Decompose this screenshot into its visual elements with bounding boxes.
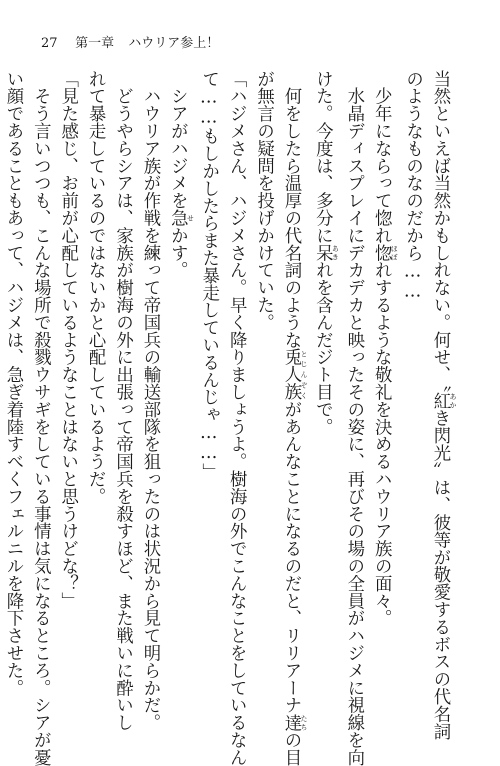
ruby-reading: せ (186, 209, 195, 227)
text-segment: かす。 (167, 226, 188, 279)
text-segment: れを含んだジト目で。 (312, 261, 333, 436)
text-segment: 何をしたら温厚の代名詞のような (280, 70, 301, 349)
text-segment: 水晶ディスプレイにデカデカと映ったその姿に、再びその場の全員がハジメに視線を向 (343, 70, 364, 766)
text-segment: い顔であることもあって、ハジメは、急ぎ着陸すべくフェルニルを降下させた。 (2, 70, 23, 697)
ruby-annotation (312, 244, 340, 262)
chapter-label: 第一章 (75, 36, 115, 51)
ruby-base: 兎人族 (280, 348, 301, 401)
text-segment: き閃光〟は、彼等が敬愛するボスの代名詞 (430, 409, 450, 740)
text-segment: どうやらシアは、家族が樹海の外に出張って帝国兵を殺すほど、また戦いに酔いし (112, 70, 133, 732)
text-segment: れて暴走しているのではないかと心配しているようだ。 (85, 70, 106, 505)
ruby-annotation (430, 391, 457, 410)
text-line (339, 70, 366, 766)
ruby-reading: とじんぞく (299, 348, 308, 401)
text-line (367, 70, 398, 690)
text-line (426, 70, 457, 740)
text-segment: ハウリア族が作戦を練って帝国兵の輸送部隊を狙ったのは状況から見て明らかだ。 (139, 70, 160, 732)
ruby-reading: ほぼ (390, 244, 399, 262)
text-segment: そう言いつつも、こんな場所で殺戮ウサギをしている事情は気になるところ。シアが憂 (30, 70, 51, 766)
text-segment: けた。今度は、多分に (312, 70, 333, 244)
text-segment: のようなものなのだから…… (402, 70, 423, 302)
text-segment: 少年にならって惚れ (371, 70, 392, 244)
text-line (81, 70, 108, 690)
ruby-base: 紅 (430, 391, 450, 410)
running-header (41, 36, 219, 52)
text-line (26, 70, 53, 766)
text-segment: が無言の疑問を投げかけていた。 (253, 70, 274, 331)
text-segment: 「見た感じ、お前が心配しているようなことはないと思うけどな？」 (57, 70, 78, 610)
text-line (108, 70, 135, 732)
ruby-base: 呆 (312, 244, 333, 262)
ruby-annotation (167, 209, 195, 227)
ruby-base: 惚 (371, 244, 392, 262)
text-segment: シアがハジメを (167, 70, 188, 210)
text-segment: があんなことになるのだと、リリアーナ (280, 400, 301, 714)
text-segment: れするような敬礼を決めるハウリア族の面々。 (371, 261, 392, 627)
text-line (136, 70, 163, 732)
text-line (222, 70, 249, 766)
ruby-annotation (280, 713, 308, 732)
ruby-reading: あき (331, 244, 340, 262)
page-number: 27 (41, 36, 58, 51)
text-line (163, 70, 194, 690)
ruby-annotation (371, 244, 399, 262)
text-line (249, 70, 276, 690)
text-line (194, 70, 221, 690)
ruby-reading: あか (449, 391, 457, 410)
text-line (277, 70, 308, 766)
text-line (0, 70, 26, 697)
ruby-reading: たち (299, 713, 308, 732)
text-segment: の目 (280, 731, 301, 766)
text-line (308, 70, 339, 690)
text-segment: 「ハジメさん、ハジメさん。早く降りましょうよ。樹海の外でこんなことをしているなん (226, 70, 247, 766)
ruby-base: 急 (167, 209, 188, 227)
text-segment: 当然といえば当然かもしれない。何せ、〝 (430, 70, 450, 392)
text-line (398, 70, 425, 690)
text-segment: て……もしかしたらまた暴走しているんじゃ……」 (198, 70, 219, 481)
ruby-base: 達 (280, 713, 301, 732)
ruby-annotation (280, 348, 308, 401)
chapter-title: ハウリア参上！ (128, 36, 220, 51)
text-line (53, 70, 80, 690)
body-text (2, 70, 457, 766)
